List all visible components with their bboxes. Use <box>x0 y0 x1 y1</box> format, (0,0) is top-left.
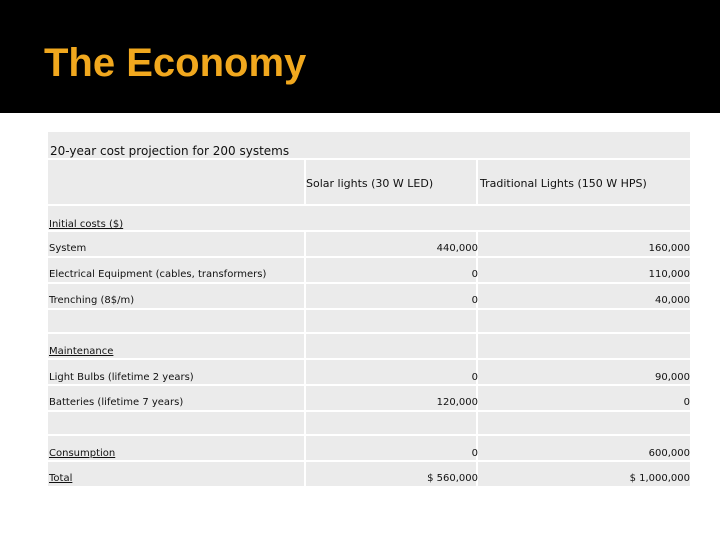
grid-line <box>48 384 690 386</box>
grid-line <box>48 158 690 160</box>
grid-line <box>48 308 690 310</box>
grid-line <box>48 256 690 258</box>
solar-value: 120,000 <box>436 397 478 408</box>
traditional-value: 40,000 <box>655 295 690 306</box>
row-label-consumption: Consumption <box>49 448 116 459</box>
grid-line <box>48 204 690 206</box>
column-header-solar: Solar lights (30 W LED) <box>306 177 434 190</box>
solar-value: 0 <box>471 295 478 306</box>
traditional-value: 90,000 <box>655 372 690 383</box>
table-caption: 20-year cost projection for 200 systems <box>50 144 290 158</box>
row-label: Electrical Equipment (cables, transformers) <box>49 269 267 280</box>
section-label-maintenance: Maintenance <box>49 346 114 357</box>
column-header-traditional: Traditional Lights (150 W HPS) <box>480 177 647 190</box>
solar-value: 0 <box>471 372 478 383</box>
traditional-total: $ 1,000,000 <box>629 473 690 484</box>
section-label-initial-costs: Initial costs ($) <box>49 219 124 230</box>
row-label: System <box>49 243 87 254</box>
grid-line <box>48 282 690 284</box>
grid-line <box>48 332 690 334</box>
traditional-value: 0 <box>683 397 690 408</box>
grid-line <box>48 460 690 462</box>
solar-total: $ 560,000 <box>427 473 478 484</box>
traditional-value: 600,000 <box>648 448 690 459</box>
title-bar <box>0 0 720 113</box>
row-label: Trenching (8$/m) <box>49 295 135 306</box>
slide-title: The Economy <box>44 41 307 85</box>
grid-line <box>476 158 478 204</box>
solar-value: 0 <box>471 269 478 280</box>
solar-value: 0 <box>471 448 478 459</box>
cost-table <box>48 132 690 486</box>
grid-line <box>48 358 690 360</box>
row-label: Batteries (lifetime 7 years) <box>49 397 184 408</box>
traditional-value: 110,000 <box>648 269 690 280</box>
grid-line <box>48 410 690 412</box>
grid-line <box>48 230 690 232</box>
traditional-value: 160,000 <box>648 243 690 254</box>
solar-value: 440,000 <box>436 243 478 254</box>
grid-line <box>48 434 690 436</box>
row-label: Light Bulbs (lifetime 2 years) <box>49 372 194 383</box>
row-label-total: Total <box>49 473 73 484</box>
